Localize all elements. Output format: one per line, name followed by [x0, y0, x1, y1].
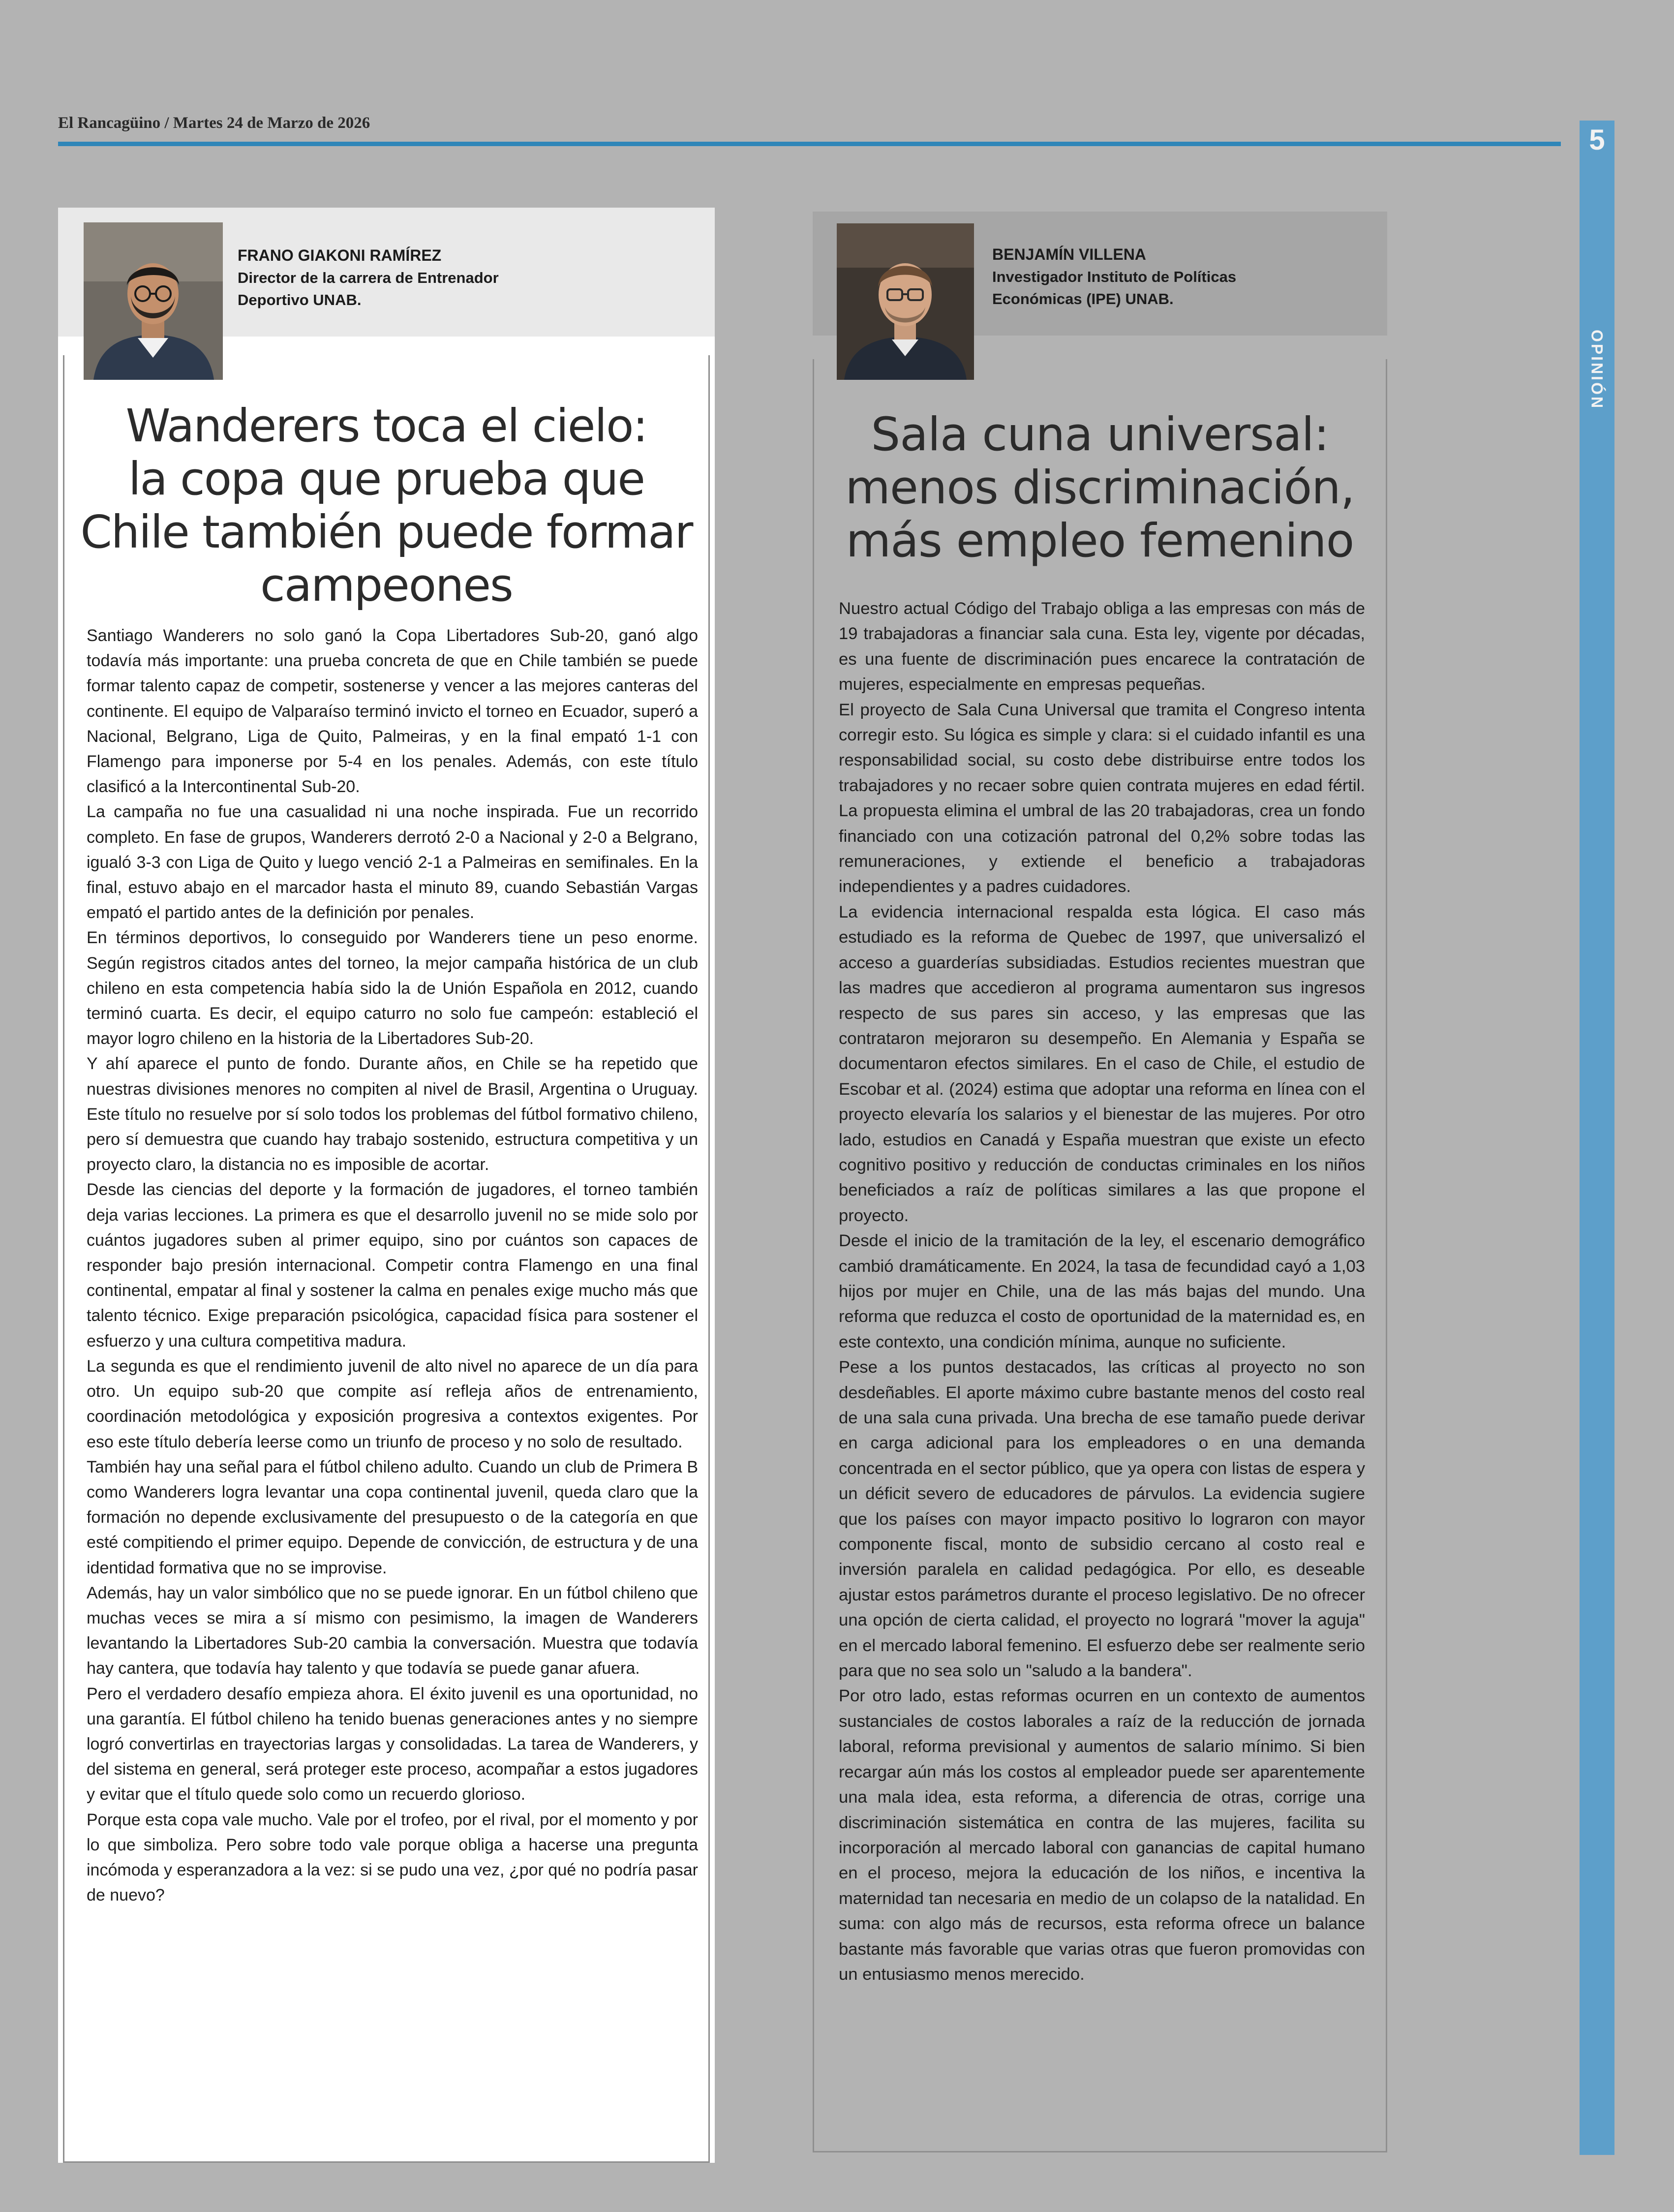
right-article: [813, 212, 1387, 2152]
left-paragraph: Pero el verdadero desafío empieza ahora. El éxito juvenil es una oportunidad, no una garantía. El fútbol chileno ha tenido buenas generaciones antes y no siempre logró convertirlas en trayectorias largas y consolidadas. La tarea de Wanderers, y del sistema en general, será proteger este proceso, acompañar a estos jugadores y evitar que el título quede solo como un recuerdo glorioso.: [87, 1684, 698, 1804]
masthead: El Rancagüino / Martes 24 de Marzo de 2026: [58, 114, 370, 132]
right-author-photo: [837, 223, 974, 380]
left-paragraph: También hay una señal para el fútbol chileno adulto. Cuando un club de Primera B como Wanderers logra levantar una copa continental juvenil, queda claro que la formación no depende exclusivamente del presupuesto o de la categoría en que esté compitiendo el primer equipo. Depende de convicción, de estructura y de una identidad formativa que no se improvise.: [87, 1457, 698, 1577]
right-body-text: [839, 596, 1365, 1987]
right-headline-line: Sala cuna universal:: [871, 408, 1329, 461]
right-author-name: BENJAMÍN VILLENA: [992, 246, 1146, 263]
left-paragraph: La campaña no fue una casualidad ni una noche inspirada. Fue un recorrido completo. En fase de grupos, Wanderers derrotó 2-0 a Nacional y 2-0 a Belgrano, igualó 3-3 con Liga de Quito y luego venció 2-1 a Palmeiras en semifinales. En la final, estuvo abajo en el marcador hasta el minuto 89, cuando Sebastián Vargas empató el partido antes de la definición por penales.: [87, 802, 698, 922]
right-headline-line: menos discriminación,: [845, 461, 1355, 515]
left-paragraph: Santiago Wanderers no solo ganó la Copa Libertadores Sub-20, ganó algo todavía más importante: una prueba concreta de que en Chile también se puede formar talento capaz de competir, sostenerse y vencer a las mejores canteras del continente. El equipo de Valparaíso terminó invicto el torneo en Ecuador, superó a Nacional, Belgrano, Liga de Quito, Palmeiras, y en la final empató 1-1 con Flamengo para imponerse por 5-4 en los penales. Además, con este título clasificó a la Intercontinental Sub-20.: [87, 626, 698, 797]
left-paragraph: Desde las ciencias del deporte y la formación de jugadores, el torneo también deja varias lecciones. La primera es que el desarrollo juvenil no se mide solo por cuántos jugadores suben al primer equipo, sino por cuántos son capaces de responder bajo presión internacional. Competir contra Flamengo en una final continental, empatar al final y sostener la calma en penales exige mucho más que talento técnico. Exige preparación psicológica, capacidad física para sostener el esfuerzo y una cultura competitiva madura.: [87, 1180, 698, 1351]
left-headline-line: campeones: [260, 559, 513, 612]
left-article: [58, 208, 715, 2163]
left-headline-line: la copa que prueba que: [128, 453, 645, 505]
left-paragraph: Además, hay un valor simbólico que no se puede ignorar. En un fútbol chileno que muchas veces se mira a sí mismo con pesimismo, la imagen de Wanderers levantando la Libertadores Sub-20 cambia la conversación. Muestra que todavía hay cantera, que todavía hay talento y que todavía se puede ganar afuera.: [87, 1583, 698, 1678]
right-paragraph: Por otro lado, estas reformas ocurren en un contexto de aumentos sustanciales de costos laborales a raíz de la reducción de jornada laboral, reforma previsional y aumentos de salario mínimo. Si bien recargar aún más los costos al empleador puede ser aparentemente una mala idea, esta reforma, a diferencia de otras, corrige una discriminación sistemática en contra de las mujeres, facilita su incorporación al mercado laboral con ganancias de capital humano en el proceso, mejora la educación de los niños, e incentiva la maternidad tan necesaria en medio de un colapso de la natalidad. En suma: con algo más de recursos, esta reforma ofrece un balance bastante más favorable que varias otras que fueron promovidas con un entusiasmo menos merecido.: [839, 1687, 1365, 1984]
left-headline: [78, 399, 695, 612]
left-headline-line: Wanderers toca el cielo:: [125, 399, 647, 452]
left-headline-line: Chile también puede formar: [80, 506, 693, 558]
left-byline: [238, 245, 499, 311]
left-author-role-line2: Deportivo UNAB.: [238, 291, 362, 308]
section-sidebar: [1580, 121, 1614, 2155]
right-byline: [992, 244, 1236, 310]
masthead-rule: [58, 142, 1561, 146]
right-author-role-line1: Investigador Instituto de Políticas: [992, 268, 1237, 285]
left-paragraph: La segunda es que el rendimiento juvenil de alto nivel no aparece de un día para otro. Un equipo sub-20 que compite así refleja años de entrenamiento, coordinación metodológica y exposición progresiva a contextos exigentes. Por eso este título debería leerse como un triunfo de proceso y no solo de resultado.: [87, 1356, 698, 1451]
left-author-photo: [84, 222, 223, 380]
right-headline-line: más empleo femenino: [846, 514, 1354, 568]
left-paragraph: Porque esta copa vale mucho. Vale por el trofeo, por el rival, por el momento y por lo que simboliza. Pero sobre todo vale porque obliga a hacerse una pregunta incómoda y esperanzadora a la vez: si se pudo una vez, ¿por qué no podría pasar de nuevo?: [87, 1810, 698, 1905]
left-paragraph: Y ahí aparece el punto de fondo. Durante años, en Chile se ha repetido que nuestras divisiones menores no compiten al nivel de Brasil, Argentina o Uruguay. Este título no resuelve por sí solo todos los problemas del fútbol formativo chileno, pero sí demuestra que cuando hay trabajo sostenido, estructura competitiva y un proyecto claro, la distancia no es imposible de acortar.: [87, 1054, 698, 1174]
right-headline: [832, 408, 1368, 568]
right-paragraph: La evidencia internacional respalda esta lógica. El caso más estudiado es la reforma de Quebec de 1997, que universalizó el acceso a guarderías subsidiadas. Estudios recientes muestran que las madres que accedieron al programa aumentaron sus ingresos respecto de sus pares sin acceso, y las empresas que las contrataron mejoraron su desempeño. En Alemania y España se documentaron efectos similares. En el caso de Chile, el estudio de Escobar et al. (2024) estima que adoptar una reforma en línea con el proyecto elevaría los salarios y el bienestar de las mujeres. Por otro lado, estudios en Canadá y España muestran que existe un efecto cognitivo positivo y reducción de conductas criminales en los niños beneficiados a raíz de políticas similares a las que propone el proyecto.: [839, 902, 1365, 1225]
left-author-role-line1: Director de la carrera de Entrenador: [238, 269, 499, 286]
right-paragraph: Pese a los puntos destacados, las críticas al proyecto no son desdeñables. El aporte máximo cubre bastante menos del costo real de una sala cuna privada. Una brecha de ese tamaño puede derivar en carga adicional para los empleadores o en una demanda concentrada en el sector público, que ya opera con listas de espera y un déficit severo de educadores de párvulos. La evidencia sugiere que los países con mayor impacto positivo lo lograron con mayor componente fiscal, monto de subsidio cercano al costo real e inversión paralela en calidad pedagógica. Por ello, es deseable ajustar estos parámetros durante el proceso legislativo. De no ofrecer una opción de cierta calidad, el proyecto no logrará "mover la aguja" en el mercado laboral femenino. El esfuerzo debe ser realmente serio para que no sea solo un "saludo a la bandera".: [839, 1358, 1365, 1681]
right-paragraph: Desde el inicio de la tramitación de la ley, el escenario demográfico cambió dramáticamente. En 2024, la tasa de fecundidad cayó a 1,03 hijos por mujer en Chile, una de las más bajas del mundo. Una reforma que reduzca el costo de oportunidad de la maternidad es, en este contexto, una condición mínima, aunque no suficiente.: [839, 1231, 1365, 1352]
right-paragraph: El proyecto de Sala Cuna Universal que tramita el Congreso intenta corregir esto. Su lógica es simple y clara: si el cuidado infantil es una responsabilidad social, su costo debe distribuirse entre todos los trabajadores y no recaer sobre quien contrata mujeres en edad fértil. La propuesta elimina el umbral de las 20 trabajadoras, crea un fondo financiado con una cotización patronal del 0,2% sobre todas las remuneraciones, y extiende el beneficio a trabajadoras independientes y a padres cuidadores.: [839, 700, 1365, 896]
left-author-name: FRANO GIAKONI RAMÍREZ: [238, 246, 442, 264]
section-label: OPINIÓN: [1588, 329, 1606, 410]
page-number: 5: [1589, 124, 1605, 156]
right-paragraph: Nuestro actual Código del Trabajo obliga a las empresas con más de 19 trabajadoras a financiar sala cuna. Esta ley, vigente por décadas, es una fuente de discriminación pues encarece la contratación de mujeres, especialmente en empresas pequeñas.: [839, 599, 1365, 694]
left-body-text: [87, 623, 698, 1908]
left-paragraph: En términos deportivos, lo conseguido por Wanderers tiene un peso enorme. Según registros citados antes del torneo, la mejor campaña histórica de un club chileno en esta competencia había sido la de Unión Española en 2012, cuando terminó cuarta. Es decir, el equipo caturro no solo fue campeón: estableció el mayor logro chileno en la historia de la Libertadores Sub-20.: [87, 928, 698, 1048]
right-author-role-line2: Económicas (IPE) UNAB.: [992, 290, 1174, 307]
